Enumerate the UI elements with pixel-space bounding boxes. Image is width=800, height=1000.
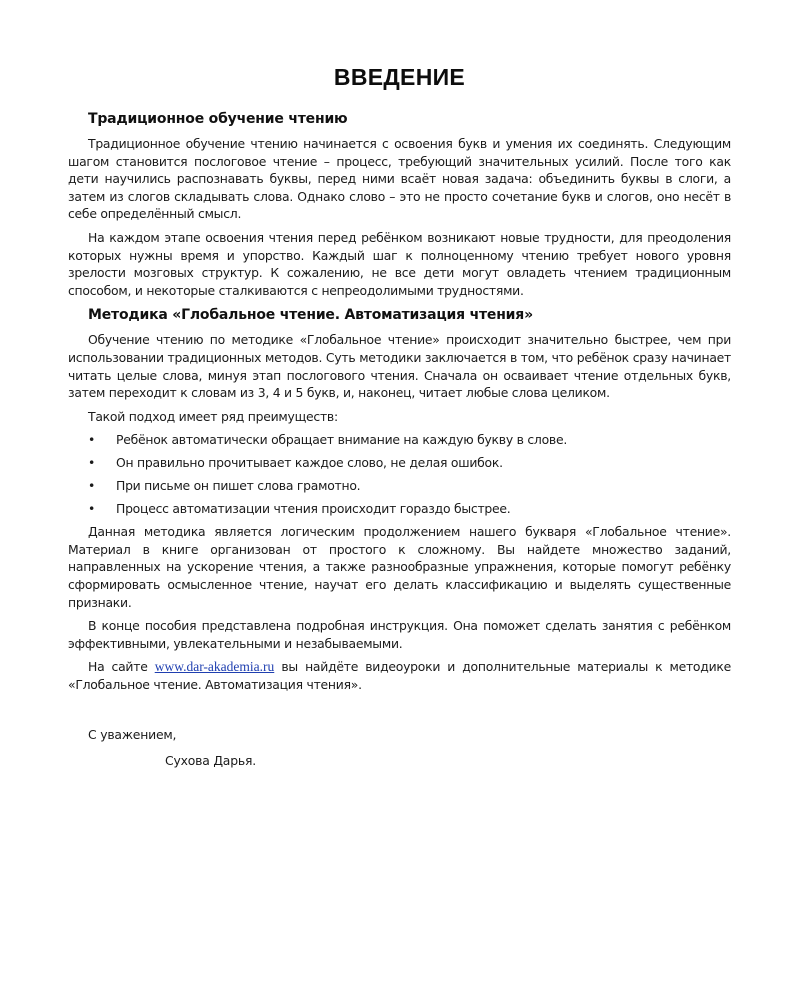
paragraph: В конце пособия представлена подробная инструкция. Она поможет сделать занятия с ребёнком эффективными, увлекательными и незабываемыми. — [68, 618, 731, 651]
section-heading: Традиционное обучение чтению — [88, 111, 348, 127]
signature-name: Сухова Дарья. — [165, 753, 256, 769]
bullet-icon: • — [88, 432, 96, 448]
paragraph: Традиционное обучение чтению начинается с освоения букв и умения их соединять. Следующим шагом становится послоговое чтение – процесс, требующий значительных усилий. После того как дети научились распознавать буквы, перед ними всаёт новая задача: объединить буквы в слоги, а затем из слогов складывать слова. Однако слово – это не просто сочетание букв и слогов, оно несёт в себе определённый смысл. — [68, 136, 731, 222]
bullet-icon: • — [88, 455, 96, 471]
list-item-text: При письме он пишет слова грамотно. — [116, 477, 361, 493]
bullet-icon: • — [88, 477, 96, 493]
section-heading: Методика «Глобальное чтение. Автоматизация чтения» — [88, 307, 533, 324]
paragraph: Данная методика является логическим продолжением нашего букваря «Глобальное чтение». Материал в книге организован от простого к сложному. Вы найдете множество заданий, направленных на ускорение чтения, а также разнообразные упражнения, которые помогут ребёнку сформировать осмысленное чтение, научат его делать классификацию и выделять существенные признаки. — [68, 524, 731, 610]
site-text-before: На сайте — [88, 659, 155, 675]
paragraph: Обучение чтению по методике «Глобальное чтение» происходит значительно быстрее, чем при использовании традиционных методов. Суть методики заключается в том, что ребёнок сразу начинает читать целые слова, минуя этап послогового чтения. Сначала он осваивает чтение отдельных букв, затем переходит к словам из 3, 4 и 5 букв, и, наконец, читает любые слова целиком. — [68, 332, 731, 401]
list-item — [68, 454, 731, 472]
site-text-after: вы найдёте видеоуроки и дополнительные материалы к методике «Глобальное чтение. Автоматизация чтения». — [68, 659, 731, 692]
section-global-reading-method — [68, 305, 731, 693]
page-title: ВВЕДЕНИЕ — [333, 64, 466, 90]
bullet-icon: • — [88, 500, 96, 516]
paragraph: На каждом этапе освоения чтения перед ребёнком возникают новые трудности, для преодоления которых нужны время и упорство. Каждый шаг к полноценному чтению требует нового уровня зрелости мозговых структур. К сожалению, не все дети могут овладеть чтением традиционным способом, и некоторые сталкиваются с непреодолимыми трудностями. — [68, 229, 731, 298]
list-item — [68, 431, 731, 449]
paragraph: Такой подход имеет ряд преимуществ: — [88, 408, 338, 424]
list-item-text: Он правильно прочитывает каждое слово, не делая ошибок. — [116, 455, 503, 471]
website-link[interactable]: www.dar-akademia.ru — [154, 659, 275, 675]
list-item-text: Процесс автоматизации чтения происходит гораздо быстрее. — [116, 500, 511, 516]
list-item — [68, 500, 731, 518]
list-item — [68, 477, 731, 495]
advantages-list — [68, 431, 731, 517]
section-traditional-reading — [68, 109, 731, 299]
site-paragraph — [68, 658, 731, 693]
signature-greeting: С уважением, — [88, 726, 177, 742]
document-page — [68, 62, 731, 770]
list-item-text: Ребёнок автоматически обращает внимание на каждую букву в слове. — [116, 432, 568, 448]
signature-block — [68, 726, 731, 770]
